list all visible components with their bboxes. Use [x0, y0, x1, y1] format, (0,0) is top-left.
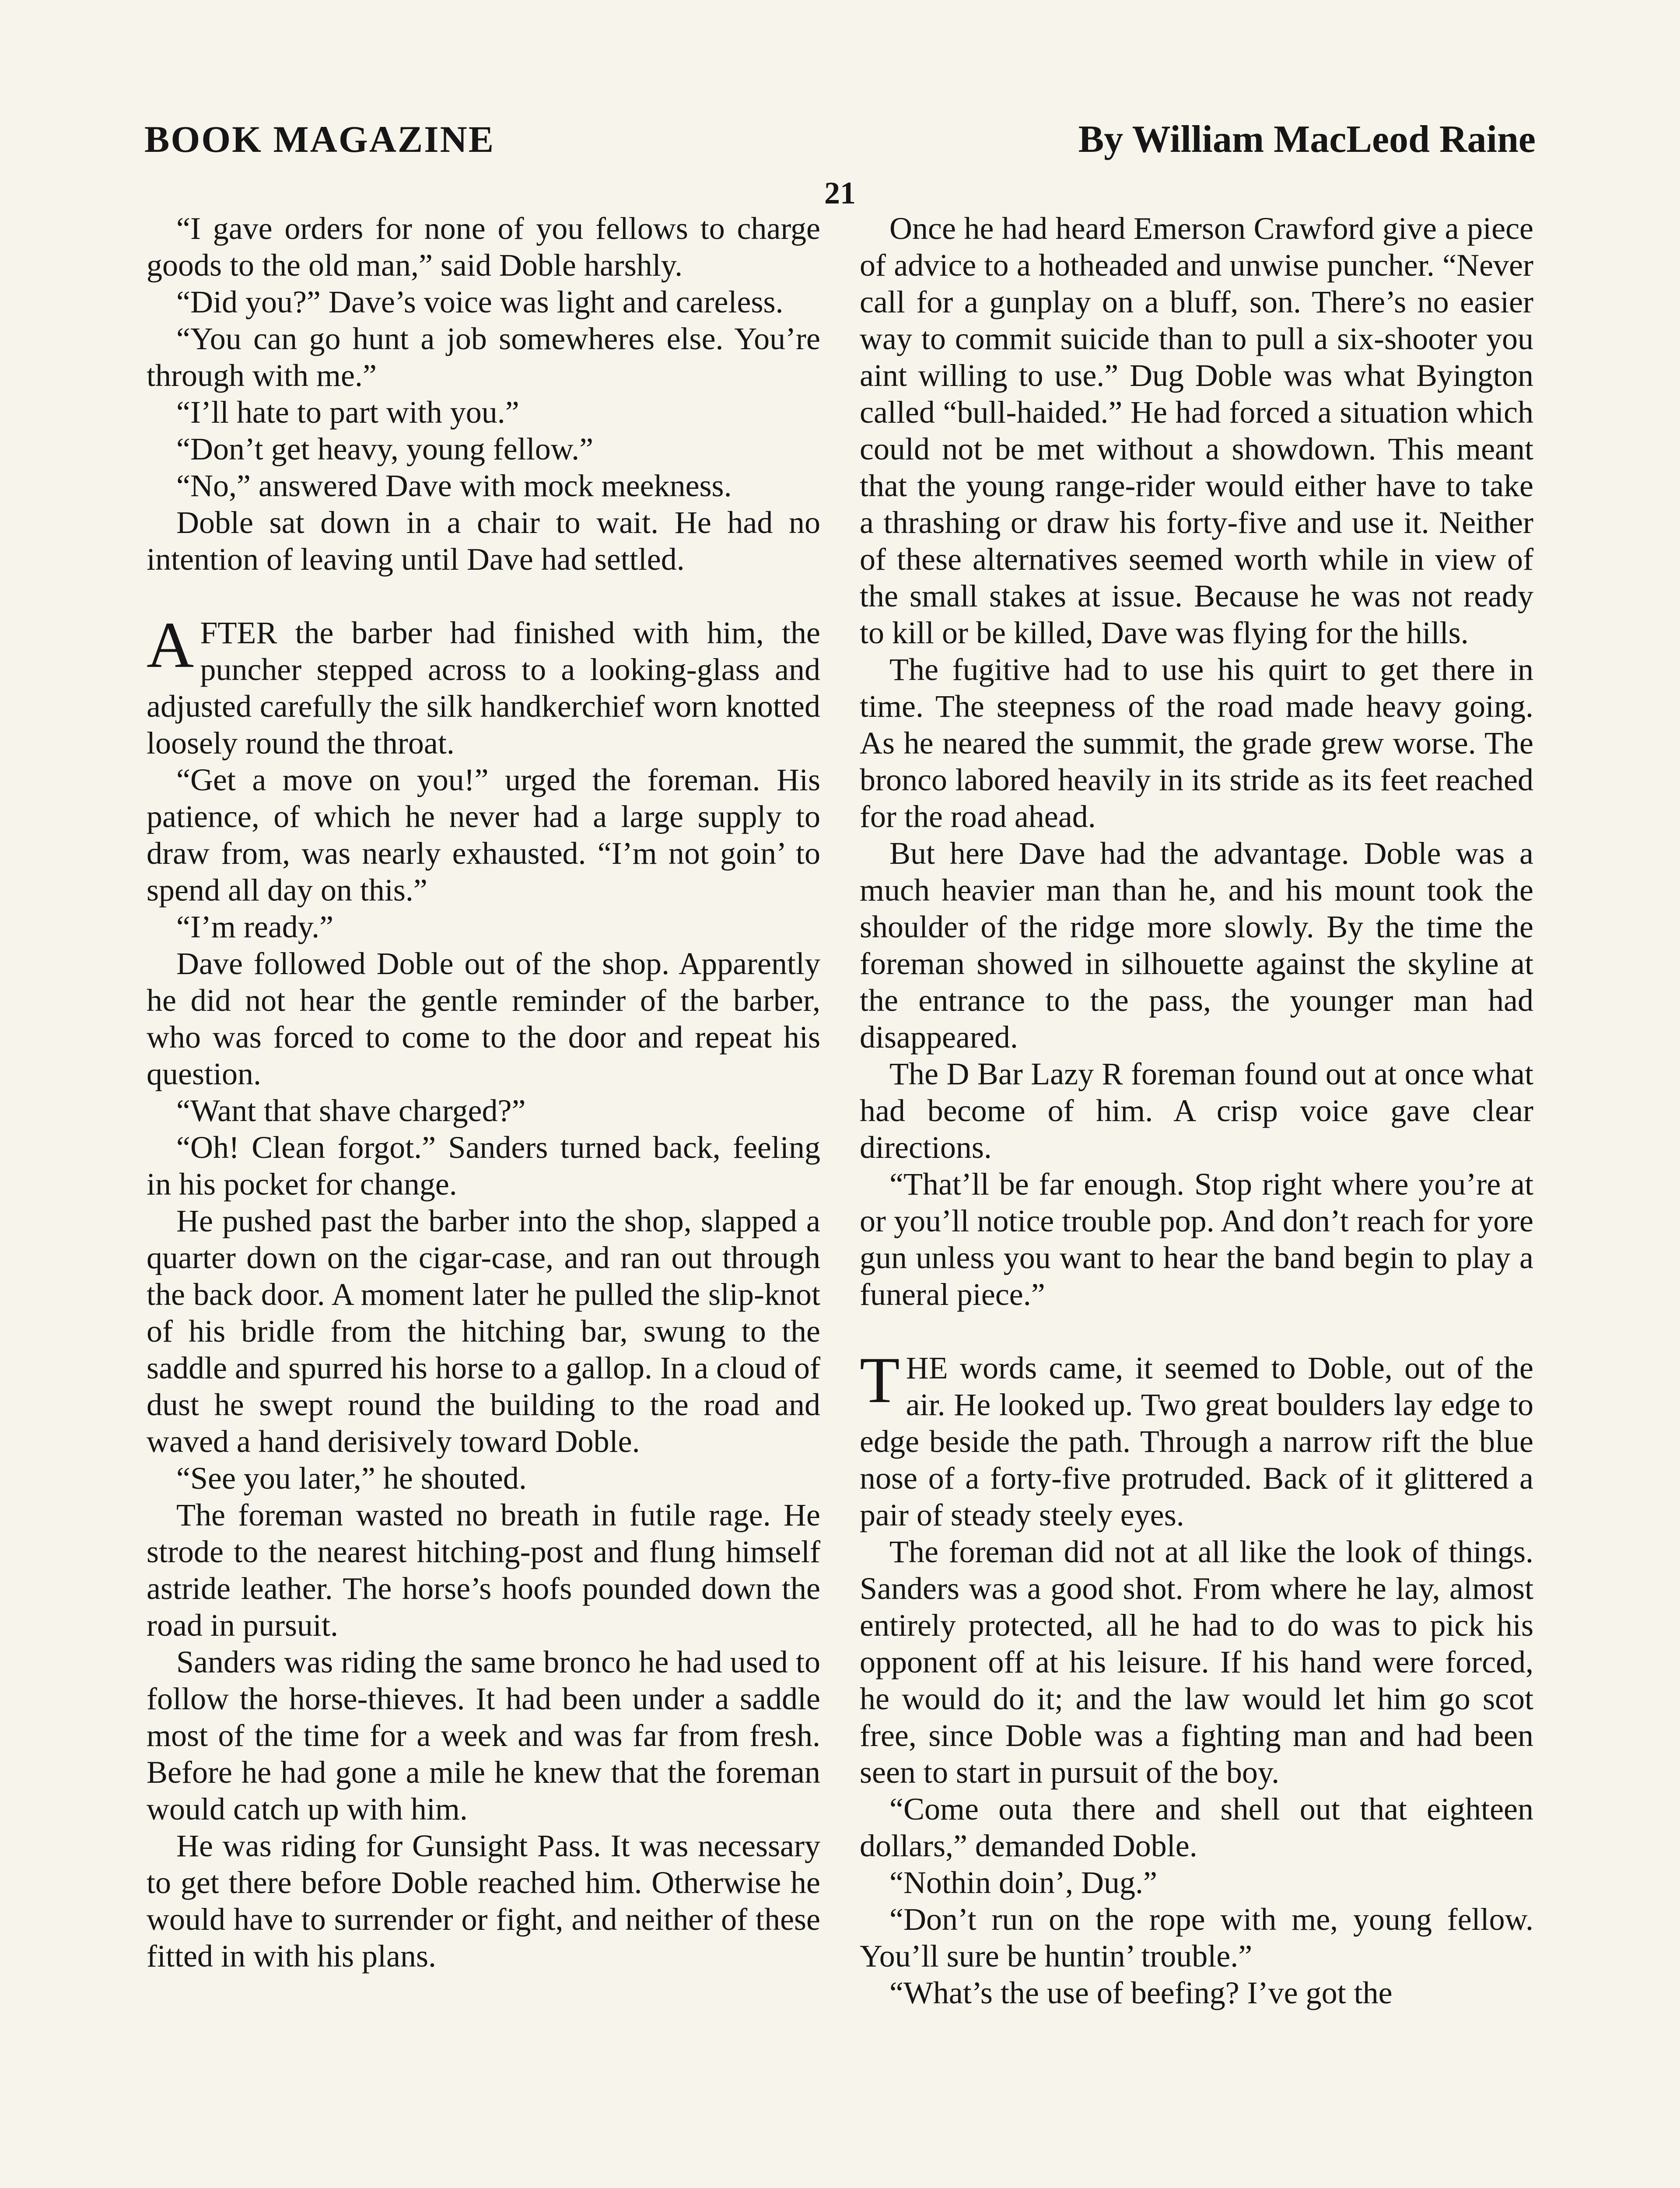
paragraph: The foreman did not at all like the look of things. Sanders was a good shot. From where he lay, almost entirely protected, all he had to do was to pick his opponent off at his leisure. If his hand were forced, he would do it; and the law would let him go scot free, since Doble was a fighting man and had been seen to start in pursuit of the boy. — [860, 1534, 1533, 1790]
paragraph: “Want that shave charged?” — [176, 1093, 526, 1128]
paragraph: Sanders was riding the same bronco he had used to follow the horse-thieves. It had been under a saddle most of the time for a week and was far from fresh. Before he had gone a mile he knew that the foreman would catch up with him. — [147, 1645, 820, 1827]
paragraph: “Don’t get heavy, young fellow.” — [176, 431, 594, 466]
paragraph: “What’s the use of beefing? I’ve got the — [889, 1975, 1393, 2010]
paragraph: Once he had heard Emerson Crawford give a piece of advice to a hotheaded and unwise puncher. “Never call for a gunplay on a bluff, son. There’s no easier way to commit suicide than to pull a six-shooter you aint willing to use.” Dug Doble was what Byington called “bull-haided.” He had forced a situation which could not be met without a showdown. This meant that the young range-rider would either have to take a thrashing or draw his forty-five and use it. Neither of these alternatives seemed worth while in view of the small stakes at issue. Because he was not ready to kill or be killed, Dave was flying for the hills. — [860, 211, 1533, 650]
author-byline: By William MacLeod Raine — [1078, 118, 1536, 161]
paragraph: He was riding for Gunsight Pass. It was necessary to get there before Doble reached him. Otherwise he would have to surrender or fight, and neither of these fitted in with his plans. — [147, 1828, 820, 1974]
paragraph: Dave followed Doble out of the shop. Apparently he did not hear the gentle reminder of the barber, who was forced to come to the door and repeat his question. — [147, 946, 820, 1091]
paragraph-text: HE words came, it seemed to Doble, out of the air. He looked up. Two great boulders lay edge to edge beside the path. Through a narrow rift the blue nose of a forty-five protruded. Back of it glittered a pair of steady steely eyes. — [860, 1350, 1533, 1532]
section-opening-paragraph — [860, 1344, 1533, 1533]
paragraph: Doble sat down in a chair to wait. He had no intention of leaving until Dave had settled. — [147, 505, 820, 577]
drop-cap: T — [860, 1344, 900, 1417]
paragraph: The fugitive had to use his quirt to get there in time. The steepness of the road made heavy going. As he neared the summit, the grade grew worse. The bronco labored heavily in its stride as its feet reached for the road ahead. — [860, 652, 1533, 834]
paragraph: “You can go hunt a job somewheres else. You’re through with me.” — [147, 321, 820, 393]
magazine-title: BOOK MAGAZINE — [144, 118, 495, 160]
right-column — [860, 210, 1533, 2011]
paragraph: The foreman wasted no breath in futile rage. He strode to the nearest hitching-post and flung himself astride leather. The horse’s hoofs pounded down the road in pursuit. — [147, 1497, 820, 1643]
paragraph: “Nothin doin’, Dug.” — [889, 1865, 1157, 1900]
paragraph: The D Bar Lazy R foreman found out at once what had become of him. A crisp voice gave clear directions. — [860, 1056, 1533, 1165]
paragraph: “Get a move on you!” urged the foreman. His patience, of which he never had a large supply to draw from, was nearly exhausted. “I’m not goin’ to spend all day on this.” — [147, 762, 820, 908]
paragraph: But here Dave had the advantage. Doble was a much heavier man than he, and his mount took the shoulder of the ridge more slowly. By the time the foreman showed in silhouette against the skyline at the entrance to the pass, the younger man had disappeared. — [860, 836, 1533, 1055]
paragraph: “See you later,” he shouted. — [176, 1461, 527, 1496]
paragraph-text: FTER the barber had finished with him, the puncher stepped across to a looking-glass and adjusted carefully the silk handkerchief worn knotted loosely round the throat. — [147, 615, 820, 761]
paragraph: “No,” answered Dave with mock meekness. — [176, 468, 732, 503]
section-opening-paragraph — [147, 609, 820, 761]
page-number: 21 — [824, 175, 856, 210]
paragraph: “I’m ready.” — [176, 909, 334, 944]
drop-cap: A — [147, 609, 194, 681]
paragraph: “Did you?” Dave’s voice was light and careless. — [176, 284, 784, 319]
left-column — [147, 210, 820, 1974]
paragraph: “I’ll hate to part with you.” — [176, 395, 519, 430]
paragraph: He pushed past the barber into the shop, slapped a quarter down on the cigar-case, and ran out through the back door. A moment later he pulled the slip-knot of his bridle from the hitching bar, swung to the saddle and spurred his horse to a gallop. In a cloud of dust he swept round the building to the road and waved a hand derisively toward Doble. — [147, 1203, 820, 1459]
paragraph: “Don’t run on the rope with me, young fellow. You’ll sure be huntin’ trouble.” — [860, 1902, 1533, 1974]
paragraph: “That’ll be far enough. Stop right where you’re at or you’ll notice trouble pop. And don’t reach for yore gun unless you want to hear the band begin to play a funeral piece.” — [860, 1167, 1533, 1312]
paragraph: “Come outa there and shell out that eighteen dollars,” demanded Doble. — [860, 1792, 1533, 1863]
paragraph: “I gave orders for none of you fellows to charge goods to the old man,” said Doble harshly. — [147, 211, 820, 283]
paragraph: “Oh! Clean forgot.” Sanders turned back, feeling in his pocket for change. — [147, 1130, 820, 1202]
